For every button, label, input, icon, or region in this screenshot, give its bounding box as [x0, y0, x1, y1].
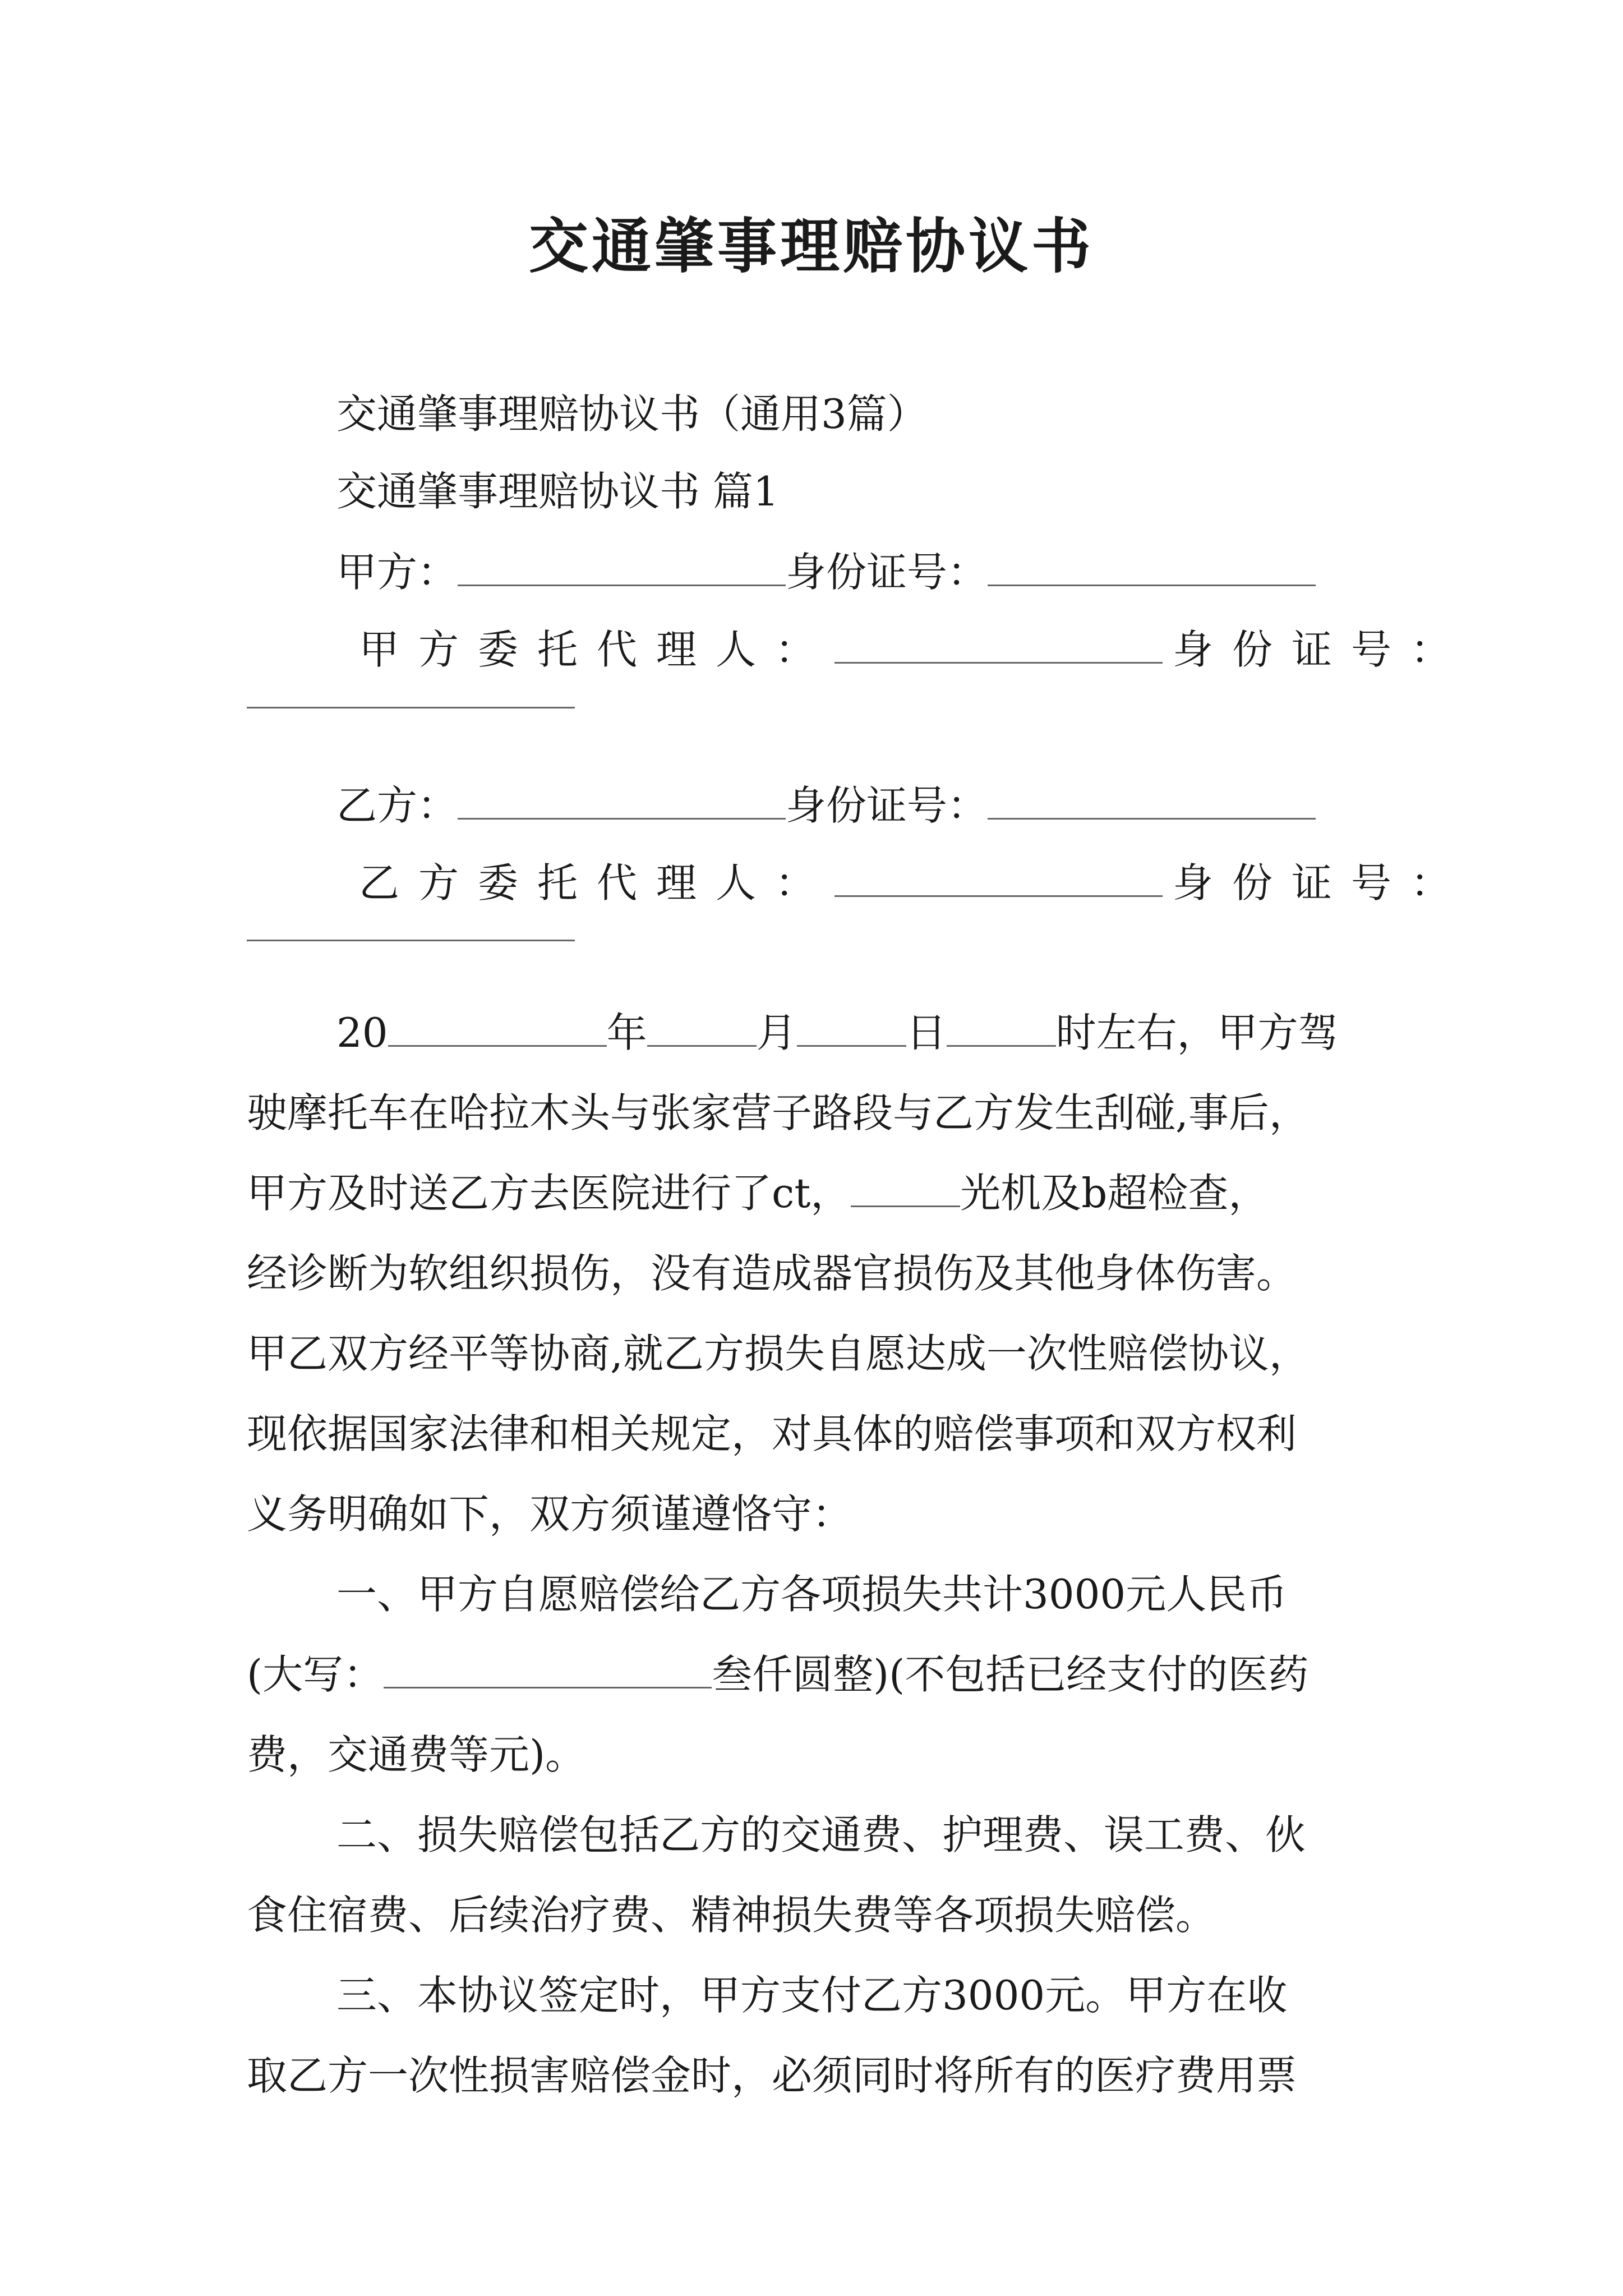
day-blank[interactable] [797, 1010, 906, 1047]
party-a-id-label: 身份证号： [786, 549, 988, 596]
body-row: 甲乙双方经平等协商,就乙方损失自愿达成一次性赔偿协议， [247, 1330, 1310, 1377]
party-b-agent-name-blank[interactable] [834, 861, 1163, 897]
party-b-name-blank[interactable] [458, 783, 786, 820]
party-a-agent-line [359, 626, 1470, 673]
party-b-agent-id-blank[interactable] [247, 940, 575, 941]
item-2-row: 二、损失赔偿包括乙方的交通费、护理费、误工费、伙 [336, 1811, 1306, 1858]
party-b-line [336, 782, 1316, 829]
party-b-agent-label: 乙方委托代理人： [359, 859, 835, 907]
party-a-line [336, 549, 1316, 596]
body-row: 义务明确如下，双方须谨遵恪守： [247, 1490, 853, 1538]
subtitle: 交通肇事理赔协议书（通用3篇） [336, 390, 928, 438]
body-paragraph [247, 993, 1374, 2116]
party-a-agent-label: 甲方委托代理人： [359, 626, 835, 673]
party-a-agent-name-blank[interactable] [834, 627, 1163, 664]
party-b-id-blank[interactable] [988, 783, 1316, 820]
party-b-label: 乙方： [336, 782, 458, 829]
body-row: 驶摩托车在哈拉木头与张家营子路段与乙方发生刮碰,事后， [247, 1089, 1310, 1137]
date-row: 20 年 月 日 时左右，甲方驾 [336, 1009, 1339, 1056]
item-2-row: 食住宿费、后续治疗费、精神损失费等各项损失赔偿。 [247, 1892, 1216, 1939]
party-a-agent-id-label: 身份证号： [1173, 626, 1470, 673]
item-1-row: (大写： 叁仟圆整)(不包括已经支付的医药 [247, 1651, 1309, 1698]
party-a-name-blank[interactable] [458, 550, 786, 586]
item-1-row: 费，交通费等元)。 [247, 1731, 586, 1778]
party-b-agent-line [359, 859, 1470, 907]
item-3-row: 三、本协议签定时，甲方支付乙方3000元。甲方在收 [336, 1972, 1288, 2019]
party-b-id-label: 身份证号： [786, 782, 988, 829]
item-3-row: 取乙方一次性损害赔偿金时，必须同时将所有的医疗费用票 [247, 2052, 1297, 2099]
item-1-row: 一、甲方自愿赔偿给乙方各项损失共计3000元人民币 [336, 1571, 1288, 1618]
section-heading: 交通肇事理赔协议书 篇1 [336, 468, 779, 515]
hour-blank[interactable] [947, 1010, 1056, 1047]
amount-in-words-blank[interactable] [384, 1652, 712, 1688]
year-blank[interactable] [388, 1010, 607, 1047]
body-row: 甲方及时送乙方去医院进行了ct， 光机及b超检查， [247, 1170, 1269, 1217]
party-a-label: 甲方： [336, 549, 458, 596]
body-row: 现依据国家法律和相关规定，对具体的赔偿事项和双方权利 [247, 1410, 1297, 1457]
party-a-agent-id-blank[interactable] [247, 707, 575, 708]
party-b-agent-id-label: 身份证号： [1173, 859, 1470, 907]
month-blank[interactable] [647, 1010, 757, 1047]
party-a-id-blank[interactable] [988, 550, 1316, 586]
xray-blank[interactable] [851, 1171, 960, 1207]
document-title: 交通肇事理赔协议书 [529, 212, 1094, 281]
body-row: 经诊断为软组织损伤，没有造成器官损伤及其他身体伤害。 [247, 1250, 1297, 1297]
